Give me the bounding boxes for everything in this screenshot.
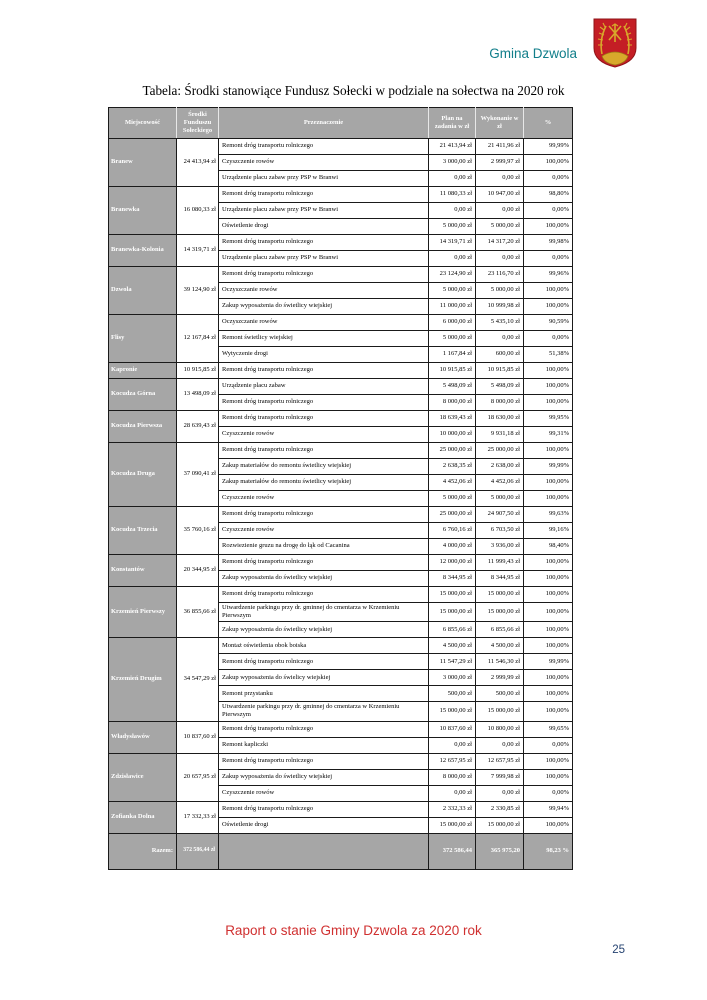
pct-cell: 0,00% xyxy=(524,251,573,267)
fund-cell: 24 413,94 zł xyxy=(177,139,219,187)
plan-cell: 10 837,60 zł xyxy=(429,721,476,737)
done-cell: 5 435,10 zł xyxy=(476,315,524,331)
plan-cell: 0,00 zł xyxy=(429,203,476,219)
locality-cell: Zofianka Dolna xyxy=(109,801,177,833)
header-srodki: Środki Funduszu Sołeckiego xyxy=(177,108,219,139)
plan-cell: 21 413,94 zł xyxy=(429,139,476,155)
locality-cell: Władysławów xyxy=(109,721,177,753)
plan-cell: 3 000,00 zł xyxy=(429,670,476,686)
locality-cell: Krzemień Drugim xyxy=(109,638,177,721)
purpose-cell: Remont dróg transportu rolniczego xyxy=(219,654,429,670)
pct-cell: 100,00% xyxy=(524,379,573,395)
plan-cell: 10 000,00 zł xyxy=(429,427,476,443)
done-cell: 4 452,06 zł xyxy=(476,475,524,491)
done-cell: 23 116,70 zł xyxy=(476,267,524,283)
table-row xyxy=(109,363,573,379)
plan-cell: 12 000,00 zł xyxy=(429,555,476,571)
done-cell: 15 000,00 zł xyxy=(476,817,524,833)
plan-cell: 2 638,35 zł xyxy=(429,459,476,475)
pct-cell: 100,00% xyxy=(524,299,573,315)
done-cell: 12 657,95 zł xyxy=(476,753,524,769)
plan-cell: 4 000,00 zł xyxy=(429,539,476,555)
plan-cell: 0,00 zł xyxy=(429,171,476,187)
fund-cell: 35 760,16 zł xyxy=(177,507,219,555)
locality-cell: Branewka xyxy=(109,187,177,235)
pct-cell: 99,99% xyxy=(524,459,573,475)
pct-cell: 100,00% xyxy=(524,702,573,721)
table-row xyxy=(109,555,573,571)
pct-cell: 0,00% xyxy=(524,203,573,219)
pct-cell: 100,00% xyxy=(524,155,573,171)
done-cell: 5 000,00 zł xyxy=(476,491,524,507)
locality-cell: Kocudza Pierwsza xyxy=(109,411,177,443)
done-cell: 9 931,18 zł xyxy=(476,427,524,443)
pct-cell: 99,31% xyxy=(524,427,573,443)
total-done-cell: 365 975,20 xyxy=(476,833,524,869)
purpose-cell: Zakup wyposażenia do świetlicy wiejskiej xyxy=(219,622,429,638)
total-plan-cell: 372 586,44 xyxy=(429,833,476,869)
fund-cell: 12 167,84 zł xyxy=(177,315,219,363)
purpose-cell: Remont dróg transportu rolniczego xyxy=(219,443,429,459)
plan-cell: 8 000,00 zł xyxy=(429,769,476,785)
table-row xyxy=(109,507,573,523)
pct-cell: 100,00% xyxy=(524,753,573,769)
done-cell: 0,00 zł xyxy=(476,203,524,219)
header-percent: % xyxy=(524,108,573,139)
purpose-cell: Zakup wyposażenia do świelicy wiejskiej xyxy=(219,670,429,686)
purpose-cell: Utwardzenie parkingu przy dr. gminnej do cmentarza w Krzemieniu Pierwszym xyxy=(219,603,429,622)
done-cell: 14 317,20 zł xyxy=(476,235,524,251)
plan-cell: 11 080,33 zł xyxy=(429,187,476,203)
plan-cell: 0,00 zł xyxy=(429,737,476,753)
purpose-cell: Remont dróg transportu rolniczego xyxy=(219,555,429,571)
fund-cell: 28 639,43 zł xyxy=(177,411,219,443)
footer-report-title: Raport o stanie Gminy Dzwola za 2020 rok xyxy=(225,923,482,938)
done-cell: 18 630,00 zł xyxy=(476,411,524,427)
done-cell: 10 915,85 zł xyxy=(476,363,524,379)
pct-cell: 99,16% xyxy=(524,523,573,539)
purpose-cell: Czyszczenie rowów xyxy=(219,491,429,507)
purpose-cell: Remont dróg transportu rolniczego xyxy=(219,801,429,817)
plan-cell: 15 000,00 zł xyxy=(429,702,476,721)
table-row xyxy=(109,139,573,155)
total-pct-cell: 98,23 % xyxy=(524,833,573,869)
locality-cell: Kapronie xyxy=(109,363,177,379)
header-plan: Plan na zadania w zł xyxy=(429,108,476,139)
purpose-cell: Zakup materiałów do remontu świetlicy wiejskiej xyxy=(219,475,429,491)
header-wykonanie: Wykonanie w zł xyxy=(476,108,524,139)
plan-cell: 5 000,00 zł xyxy=(429,283,476,299)
locality-cell: Dzwola xyxy=(109,267,177,315)
pct-cell: 0,00% xyxy=(524,737,573,753)
fund-table xyxy=(108,107,573,870)
pct-cell: 99,99% xyxy=(524,654,573,670)
pct-cell: 100,00% xyxy=(524,491,573,507)
purpose-cell: Remont dróg transportu rolniczego xyxy=(219,363,429,379)
done-cell: 24 907,50 zł xyxy=(476,507,524,523)
plan-cell: 2 332,33 zł xyxy=(429,801,476,817)
done-cell: 2 999,97 zł xyxy=(476,155,524,171)
pct-cell: 0,00% xyxy=(524,785,573,801)
purpose-cell: Remont kapliczki xyxy=(219,737,429,753)
done-cell: 21 411,96 zł xyxy=(476,139,524,155)
done-cell: 10 999,98 zł xyxy=(476,299,524,315)
purpose-cell: Remont dróg transportu rolniczego xyxy=(219,721,429,737)
purpose-cell: Remont dróg transportu rolniczego xyxy=(219,235,429,251)
plan-cell: 14 319,71 zł xyxy=(429,235,476,251)
fund-cell: 36 855,66 zł xyxy=(177,587,219,638)
plan-cell: 0,00 zł xyxy=(429,785,476,801)
pct-cell: 99,63% xyxy=(524,507,573,523)
plan-cell: 12 657,95 zł xyxy=(429,753,476,769)
purpose-cell: Utwardzenie parkingu przy dr. gminnej do cmentarza w Krzemieniu Pierwszym xyxy=(219,702,429,721)
done-cell: 5 000,00 zł xyxy=(476,283,524,299)
purpose-cell: Remont dróg transportu rolniczego xyxy=(219,411,429,427)
locality-cell: Branew xyxy=(109,139,177,187)
pct-cell: 100,00% xyxy=(524,817,573,833)
purpose-cell: Remont dróg transportu rolniczego xyxy=(219,587,429,603)
plan-cell: 0,00 zł xyxy=(429,251,476,267)
pct-cell: 99,98% xyxy=(524,235,573,251)
purpose-cell: Czyszczenie rowów xyxy=(219,523,429,539)
plan-cell: 5 000,00 zł xyxy=(429,331,476,347)
done-cell: 10 800,00 zł xyxy=(476,721,524,737)
pct-cell: 100,00% xyxy=(524,443,573,459)
pct-cell: 100,00% xyxy=(524,622,573,638)
purpose-cell: Remont dróg transportu rolniczego xyxy=(219,187,429,203)
done-cell: 2 999,99 zł xyxy=(476,670,524,686)
done-cell: 0,00 zł xyxy=(476,737,524,753)
table-row xyxy=(109,315,573,331)
header-miejscowosc: Miejscowość xyxy=(109,108,177,139)
plan-cell: 5 000,00 zł xyxy=(429,491,476,507)
locality-cell: Kocudza Trzecia xyxy=(109,507,177,555)
locality-cell: Krzemień Pierwszy xyxy=(109,587,177,638)
plan-cell: 11 000,00 zł xyxy=(429,299,476,315)
done-cell: 0,00 zł xyxy=(476,251,524,267)
pct-cell: 100,00% xyxy=(524,395,573,411)
table-row xyxy=(109,587,573,603)
done-cell: 5 498,09 zł xyxy=(476,379,524,395)
pct-cell: 98,40% xyxy=(524,539,573,555)
plan-cell: 23 124,90 zł xyxy=(429,267,476,283)
fund-table-container xyxy=(108,107,573,870)
done-cell: 15 000,00 zł xyxy=(476,603,524,622)
locality-cell: Branewka-Kolonia xyxy=(109,235,177,267)
pct-cell: 100,00% xyxy=(524,475,573,491)
plan-cell: 6 760,16 zł xyxy=(429,523,476,539)
purpose-cell: Oczyszczanie rowów xyxy=(219,283,429,299)
table-row xyxy=(109,753,573,769)
purpose-cell: Rozwiezienie gruzu na drogę do łąk od Cacanina xyxy=(219,539,429,555)
pct-cell: 90,59% xyxy=(524,315,573,331)
fund-cell: 13 498,09 zł xyxy=(177,379,219,411)
plan-cell: 4 452,06 zł xyxy=(429,475,476,491)
done-cell: 2 638,00 zł xyxy=(476,459,524,475)
purpose-cell: Zakup wyposażenia do świetlicy wiejskiej xyxy=(219,299,429,315)
table-header-row xyxy=(109,108,573,139)
table-row xyxy=(109,638,573,654)
organization-name: Gmina Dzwola xyxy=(489,46,577,61)
page-number: 25 xyxy=(612,944,625,956)
table-row xyxy=(109,267,573,283)
total-label-cell: Razem: xyxy=(109,833,177,869)
pct-cell: 100,00% xyxy=(524,686,573,702)
pct-cell: 99,99% xyxy=(524,139,573,155)
plan-cell: 5 000,00 zł xyxy=(429,219,476,235)
done-cell: 0,00 zł xyxy=(476,785,524,801)
pct-cell: 100,00% xyxy=(524,587,573,603)
pct-cell: 99,95% xyxy=(524,411,573,427)
pct-cell: 0,00% xyxy=(524,331,573,347)
purpose-cell: Remont dróg transportu rolniczego xyxy=(219,139,429,155)
total-row xyxy=(109,833,573,869)
plan-cell: 15 000,00 zł xyxy=(429,587,476,603)
locality-cell: Konstantów xyxy=(109,555,177,587)
table-row xyxy=(109,379,573,395)
pct-cell: 100,00% xyxy=(524,363,573,379)
purpose-cell: Czyszczenie rowów xyxy=(219,155,429,171)
fund-cell: 10 837,60 zł xyxy=(177,721,219,753)
pct-cell: 100,00% xyxy=(524,670,573,686)
plan-cell: 3 000,00 zł xyxy=(429,155,476,171)
done-cell: 8 344,95 zł xyxy=(476,571,524,587)
locality-cell: Flisy xyxy=(109,315,177,363)
page-title: Tabela: Środki stanowiące Fundusz Sołecki w podziale na sołectwa na 2020 rok xyxy=(142,83,565,98)
total-purpose-cell xyxy=(219,833,429,869)
plan-cell: 8 000,00 zł xyxy=(429,395,476,411)
pct-cell: 99,96% xyxy=(524,267,573,283)
fund-cell: 17 332,33 zł xyxy=(177,801,219,833)
purpose-cell: Oświetlenie drogi xyxy=(219,817,429,833)
plan-cell: 11 547,29 zł xyxy=(429,654,476,670)
table-row xyxy=(109,187,573,203)
purpose-cell: Zakup wyposażenia do świetlicy wiejskiej xyxy=(219,769,429,785)
pct-cell: 100,00% xyxy=(524,571,573,587)
pct-cell: 51,38% xyxy=(524,347,573,363)
purpose-cell: Urządzenie placu zabaw xyxy=(219,379,429,395)
fund-cell: 16 080,33 zł xyxy=(177,187,219,235)
purpose-cell: Wytyczenie drogi xyxy=(219,347,429,363)
purpose-cell: Remont przystanku xyxy=(219,686,429,702)
pct-cell: 98,80% xyxy=(524,187,573,203)
pct-cell: 100,00% xyxy=(524,219,573,235)
table-body xyxy=(109,139,573,834)
done-cell: 11 546,30 zł xyxy=(476,654,524,670)
purpose-cell: Remont dróg transportu rolniczego xyxy=(219,267,429,283)
pct-cell: 100,00% xyxy=(524,283,573,299)
plan-cell: 25 000,00 zł xyxy=(429,507,476,523)
coat-of-arms-icon xyxy=(592,18,638,68)
locality-cell: Kocudza Druga xyxy=(109,443,177,507)
purpose-cell: Remont świetlicy wiejskiej xyxy=(219,331,429,347)
pct-cell: 100,00% xyxy=(524,769,573,785)
done-cell: 0,00 zł xyxy=(476,331,524,347)
table-row xyxy=(109,443,573,459)
plan-cell: 18 639,43 zł xyxy=(429,411,476,427)
fund-cell: 20 657,95 zł xyxy=(177,753,219,801)
table-row xyxy=(109,411,573,427)
plan-cell: 500,00 zł xyxy=(429,686,476,702)
locality-cell: Kocudza Górna xyxy=(109,379,177,411)
fund-cell: 37 090,41 zł xyxy=(177,443,219,507)
done-cell: 8 000,00 zł xyxy=(476,395,524,411)
pct-cell: 0,00% xyxy=(524,171,573,187)
fund-cell: 10 915,85 zł xyxy=(177,363,219,379)
fund-cell: 34 547,29 zł xyxy=(177,638,219,721)
done-cell: 500,00 zł xyxy=(476,686,524,702)
purpose-cell: Czyszczenie rowów xyxy=(219,785,429,801)
done-cell: 4 500,00 zł xyxy=(476,638,524,654)
done-cell: 15 000,00 zł xyxy=(476,587,524,603)
plan-cell: 6 000,00 zł xyxy=(429,315,476,331)
purpose-cell: Czyszczenie rowów xyxy=(219,427,429,443)
plan-cell: 8 344,95 zł xyxy=(429,571,476,587)
plan-cell: 15 000,00 zł xyxy=(429,817,476,833)
done-cell: 7 999,98 zł xyxy=(476,769,524,785)
purpose-cell: Zakup materiałów do remontu świetlicy wiejskiej xyxy=(219,459,429,475)
table-row xyxy=(109,801,573,817)
plan-cell: 6 855,66 zł xyxy=(429,622,476,638)
purpose-cell: Urządzenie placu zabaw przy PSP w Branwi xyxy=(219,251,429,267)
purpose-cell: Zakup wyposażenia do świetlicy wiejskiej xyxy=(219,571,429,587)
purpose-cell: Remont dróg transportu rolniczego xyxy=(219,507,429,523)
plan-cell: 15 000,00 zł xyxy=(429,603,476,622)
done-cell: 0,00 zł xyxy=(476,171,524,187)
fund-cell: 14 319,71 zł xyxy=(177,235,219,267)
done-cell: 3 936,00 zł xyxy=(476,539,524,555)
header-przeznaczenie: Przeznaczenie xyxy=(219,108,429,139)
done-cell: 6 855,66 zł xyxy=(476,622,524,638)
plan-cell: 4 500,00 zł xyxy=(429,638,476,654)
pct-cell: 100,00% xyxy=(524,603,573,622)
pct-cell: 100,00% xyxy=(524,638,573,654)
total-fund-cell: 372 586,44 zł xyxy=(177,833,219,869)
table-row xyxy=(109,721,573,737)
done-cell: 6 703,50 zł xyxy=(476,523,524,539)
purpose-cell: Remont dróg transportu rolniczego xyxy=(219,395,429,411)
purpose-cell: Remont dróg transportu rolniczego xyxy=(219,753,429,769)
purpose-cell: Oświetlenie drogi xyxy=(219,219,429,235)
purpose-cell: Urządzenie placu zabaw przy PSP w Branwi xyxy=(219,171,429,187)
done-cell: 10 947,00 zł xyxy=(476,187,524,203)
fund-cell: 39 124,90 zł xyxy=(177,267,219,315)
done-cell: 2 330,85 zł xyxy=(476,801,524,817)
fund-cell: 20 344,95 zł xyxy=(177,555,219,587)
purpose-cell: Montaż oświetlenia obok boiska xyxy=(219,638,429,654)
done-cell: 25 000,00 zł xyxy=(476,443,524,459)
pct-cell: 99,65% xyxy=(524,721,573,737)
done-cell: 15 000,00 zł xyxy=(476,702,524,721)
plan-cell: 10 915,85 zł xyxy=(429,363,476,379)
plan-cell: 1 167,84 zł xyxy=(429,347,476,363)
done-cell: 11 999,43 zł xyxy=(476,555,524,571)
pct-cell: 100,00% xyxy=(524,555,573,571)
done-cell: 5 000,00 zł xyxy=(476,219,524,235)
locality-cell: Zdzisławice xyxy=(109,753,177,801)
plan-cell: 25 000,00 zł xyxy=(429,443,476,459)
purpose-cell: Oczyszczanie rowów xyxy=(219,315,429,331)
plan-cell: 5 498,09 zł xyxy=(429,379,476,395)
purpose-cell: Urządzenie placu zabaw przy PSP w Branwi xyxy=(219,203,429,219)
table-row xyxy=(109,235,573,251)
pct-cell: 99,94% xyxy=(524,801,573,817)
done-cell: 600,00 zł xyxy=(476,347,524,363)
